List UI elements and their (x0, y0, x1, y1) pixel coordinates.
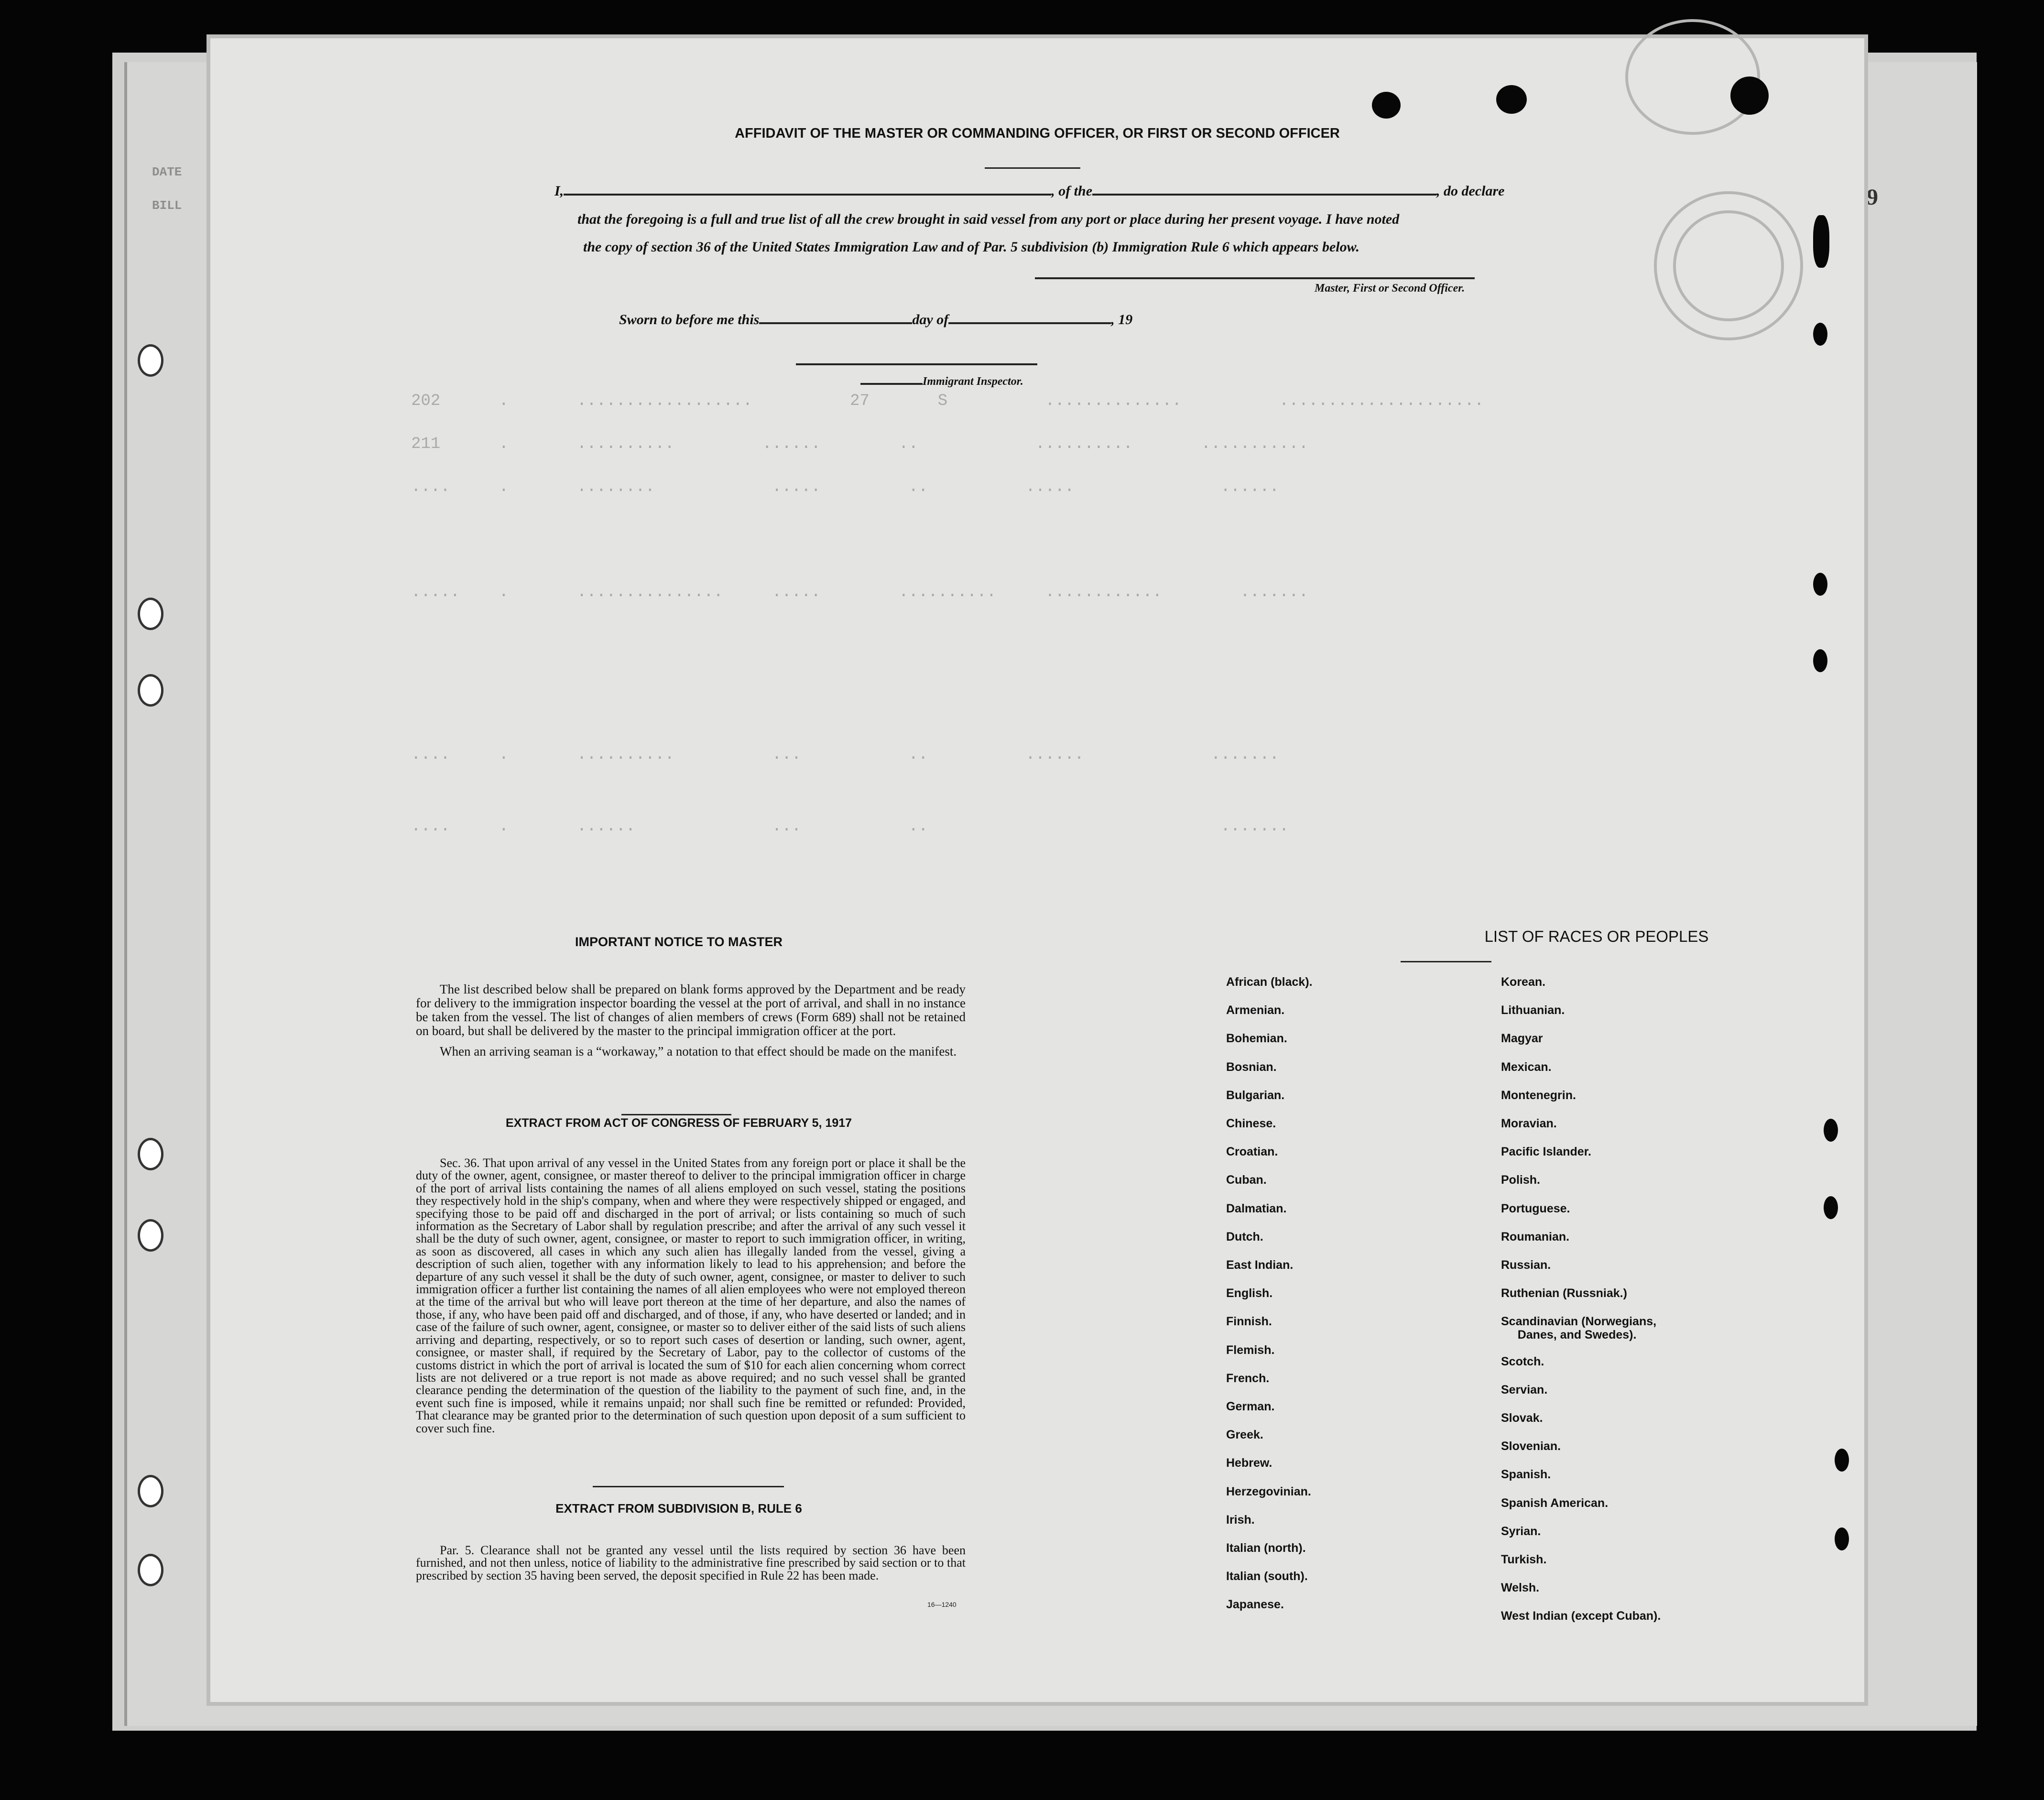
race-item: Dutch. (1226, 1230, 1263, 1244)
crew-list-back-page (210, 38, 1864, 1702)
race-item: Croatian. (1226, 1145, 1278, 1159)
race-item: Bosnian. (1226, 1060, 1277, 1074)
i-label: I, (554, 183, 564, 199)
race-item: Russian. (1501, 1258, 1551, 1272)
races-left-column (1226, 975, 1465, 1664)
binder-hole (138, 1219, 163, 1252)
inspector-line (860, 375, 1023, 388)
race-item: East Indian. (1226, 1258, 1294, 1272)
affidavit-title: AFFIDAVIT OF THE MASTER OR COMMANDING OFFICER, OR FIRST OR SECOND OFFICER (735, 126, 1340, 141)
day-blank (759, 322, 912, 324)
race-item: English. (1226, 1287, 1273, 1300)
embossed-seal (1625, 19, 1760, 135)
punch-hole (1835, 1449, 1849, 1472)
race-item: Mexican. (1501, 1060, 1552, 1074)
race-item: Turkish. (1501, 1553, 1547, 1566)
race-item: Greek. (1226, 1428, 1263, 1442)
punch-hole (1813, 573, 1827, 596)
race-item: Polish. (1501, 1173, 1540, 1187)
notice-title: IMPORTANT NOTICE TO MASTER (575, 935, 783, 949)
extract-act-body (416, 1157, 966, 1438)
race-item: Magyar (1501, 1032, 1543, 1046)
declaration-text: that the foregoing is a full and true list of all the crew brought in said vessel from any port or place during her present voyage. I have noted (577, 211, 1400, 227)
race-item: French. (1226, 1371, 1270, 1385)
race-item: Slovenian. (1501, 1440, 1561, 1453)
vessel-blank (1092, 194, 1436, 196)
race-item: Bulgarian. (1226, 1088, 1285, 1102)
ink-blot (1372, 92, 1401, 119)
left-tab-mark: DATE (152, 165, 182, 179)
punch-hole (1813, 323, 1827, 346)
race-item: Herzegovinian. (1226, 1484, 1311, 1498)
punch-hole (1835, 1527, 1849, 1550)
race-item: Syrian. (1501, 1524, 1541, 1538)
notice-paragraph: The list described below shall be prepared on blank forms approved by the Department and be ready for delivery to the immigration inspector boarding the vessel at the port of arrival, and shall in no instance be taken from the vessel. The list of changes of alien members of crews (Form 689) shall not be retained on board, but shall be delivered by the master to the principal immigration officer at the port. (416, 982, 966, 1038)
signature-line (1035, 277, 1475, 279)
race-item: Ruthenian (Russniak.) (1501, 1287, 1627, 1300)
race-item: Korean. (1501, 975, 1546, 989)
declaration-text: the copy of section 36 of the United States Immigration Law and of Par. 5 subdivision (b) Immigration Rule 6 which appears below. (583, 239, 1359, 255)
embossed-seal (1673, 210, 1784, 321)
divider (621, 1114, 731, 1115)
race-item: Flemish. (1226, 1343, 1275, 1357)
binder-hole (138, 598, 163, 630)
divider (1401, 961, 1491, 962)
sworn-line (619, 312, 1132, 328)
race-item: Armenian. (1226, 1004, 1285, 1017)
race-item: Japanese. (1226, 1598, 1284, 1612)
ink-blot (1813, 215, 1829, 268)
race-item: Dalmatian. (1226, 1201, 1287, 1215)
bleed-through-text: ..... . ............... ..... .......... ............ ....... (411, 583, 1309, 601)
binder-hole (138, 1554, 163, 1586)
inspector-label: Immigrant Inspector. (923, 375, 1023, 388)
rule-text: Par. 5. Clearance shall not be granted any vessel until the lists required by section 36 have been furnished, and not then unless, notice of liability to the administrative fine prescribed by said section or to that prescribed by section 35 having been served, the deposit specified in Rule 22 has been made. (416, 1543, 966, 1582)
race-item: Spanish. (1501, 1468, 1551, 1482)
divider (593, 1486, 784, 1487)
race-item: Italian (north). (1226, 1541, 1306, 1555)
race-item: West Indian (except Cuban). (1501, 1609, 1661, 1623)
race-item: Servian. (1501, 1383, 1548, 1396)
sworn-label: Sworn to before me this (619, 312, 760, 327)
extract-act-title: EXTRACT FROM ACT OF CONGRESS OF FEBRUARY 5, 1917 (505, 1116, 852, 1130)
bleed-through-text: 202 . .................. 27 S .............. ..................... (411, 392, 1484, 410)
day-of-label: day of (912, 312, 949, 327)
bleed-through-text: .... . ........ ..... .. ..... ...... (411, 478, 1279, 496)
binder-hole (138, 344, 163, 377)
section-36-text: Sec. 36. That upon arrival of any vessel in the United States from any foreign port or place it shall be the duty of the owner, agent, consignee, or master thereof to deliver to the principal immigration officer in charge of the port of arrival lists containing the names of all aliens employed on such vessel, stating the positions they respectively hold in the ship's company, when and where they were respectively shipped or engaged, and specifying those to be paid off and discharged in the port of arrival; or lists containing so much of such information as the Secretary of Labor shall by regulation prescribe; and after the arrival of any such vessel it shall be the duty of such owner, agent, consignee, or master to report to such immigration officer, in writing, as soon as discovered, all cases in which any such alien has illegally landed from the vessel, giving a description of such alien, together with any information likely to lead to his apprehension; and before the departure of any such vessel it shall be the duty of such owner, agent, consignee, or master to deliver to such immigration officer a further list containing the names of all alien employees who were not employed thereon at the time of the arrival but who will leave port thereon at the time of her departure, and also the names of those, if any, who have been paid off and discharged, and of those, if any, who have deserted or landed; and in case of the failure of such owner, agent, consignee, or master so to deliver either of the said lists of such aliens arriving and departing, respectively, or so to report such cases of desertion or landing, such owner, agent, consignee, or master shall, if required by the Secretary of Labor, pay to the collector of customs of the customs district in which the port of arrival is located the sum of $10 for each alien concerning whom correct lists are not delivered or a true report is not made as above required; and no such vessel shall be granted clearance pending the determination of the question of the liability to the payment of such fine, and, in the event such fine is imposed, while it remains unpaid; nor shall such fine be remitted or refunded: Provided, That clearance may be granted prior to the determination of such question upon deposit of a sum sufficient to cover such fine. (416, 1156, 966, 1435)
bleed-through-text: .... . .......... ... .. ...... ....... (411, 746, 1279, 764)
punch-hole (1824, 1119, 1838, 1142)
race-item: African (black). (1226, 975, 1313, 989)
page-number: 9 (1867, 185, 1878, 210)
punch-hole (1824, 1196, 1838, 1219)
extract-rule-body (416, 1544, 966, 1585)
bleed-through-text: .... . ...... ... .. ....... (411, 818, 1289, 836)
punch-hole (1813, 649, 1827, 672)
race-item: Montenegrin. (1501, 1088, 1576, 1102)
race-item: Spanish American. (1501, 1496, 1609, 1510)
race-item: Hebrew. (1226, 1456, 1272, 1470)
binder-hole (138, 674, 163, 707)
races-right-column (1501, 975, 1836, 1664)
divider (985, 167, 1080, 169)
of-the-label: , of the (1051, 183, 1093, 199)
month-blank (948, 322, 1111, 324)
extract-rule-title: EXTRACT FROM SUBDIVISION B, RULE 6 (555, 1501, 802, 1516)
ink-blot (1730, 76, 1769, 115)
race-item: Scandinavian (Norwegians, Danes, and Swedes). (1501, 1315, 1657, 1342)
inspector-signature-line (796, 363, 1037, 365)
left-tab-mark: BILL (152, 198, 182, 213)
inspector-blank (860, 383, 923, 385)
do-declare-label: , do declare (1436, 183, 1505, 199)
races-title: LIST OF RACES OR PEOPLES (1484, 927, 1709, 945)
bleed-through-text: 211 . .......... ...... .. .......... ........... (411, 435, 1309, 453)
form-code: 16—1240 (927, 1601, 957, 1608)
race-item: Pacific Islander. (1501, 1145, 1591, 1159)
master-signature-label: Master, First or Second Officer. (1315, 282, 1465, 295)
race-item: Bohemian. (1226, 1032, 1287, 1046)
race-item: Portuguese. (1501, 1201, 1570, 1215)
race-item: Slovak. (1501, 1411, 1543, 1425)
race-item: Chinese. (1226, 1117, 1276, 1130)
race-item: Scotch. (1501, 1354, 1544, 1368)
ink-blot (1496, 85, 1527, 114)
race-item: German. (1226, 1400, 1275, 1413)
notice-body (416, 982, 966, 1061)
race-item: Irish. (1226, 1513, 1255, 1527)
declaration-line (554, 183, 1504, 199)
name-blank (564, 194, 1051, 196)
race-item: Roumanian. (1501, 1230, 1570, 1244)
binder-hole (138, 1138, 163, 1170)
race-item: Welsh. (1501, 1581, 1540, 1595)
binder-hole (138, 1475, 163, 1507)
race-item: Finnish. (1226, 1315, 1272, 1329)
year-label: , 19 (1111, 312, 1133, 327)
race-item: Italian (south). (1226, 1570, 1308, 1583)
race-item: Lithuanian. (1501, 1004, 1565, 1017)
race-item: Moravian. (1501, 1117, 1557, 1130)
race-item: Cuban. (1226, 1173, 1267, 1187)
notice-paragraph: When an arriving seaman is a “workaway,” a notation to that effect should be made on the manifest. (440, 1044, 957, 1058)
